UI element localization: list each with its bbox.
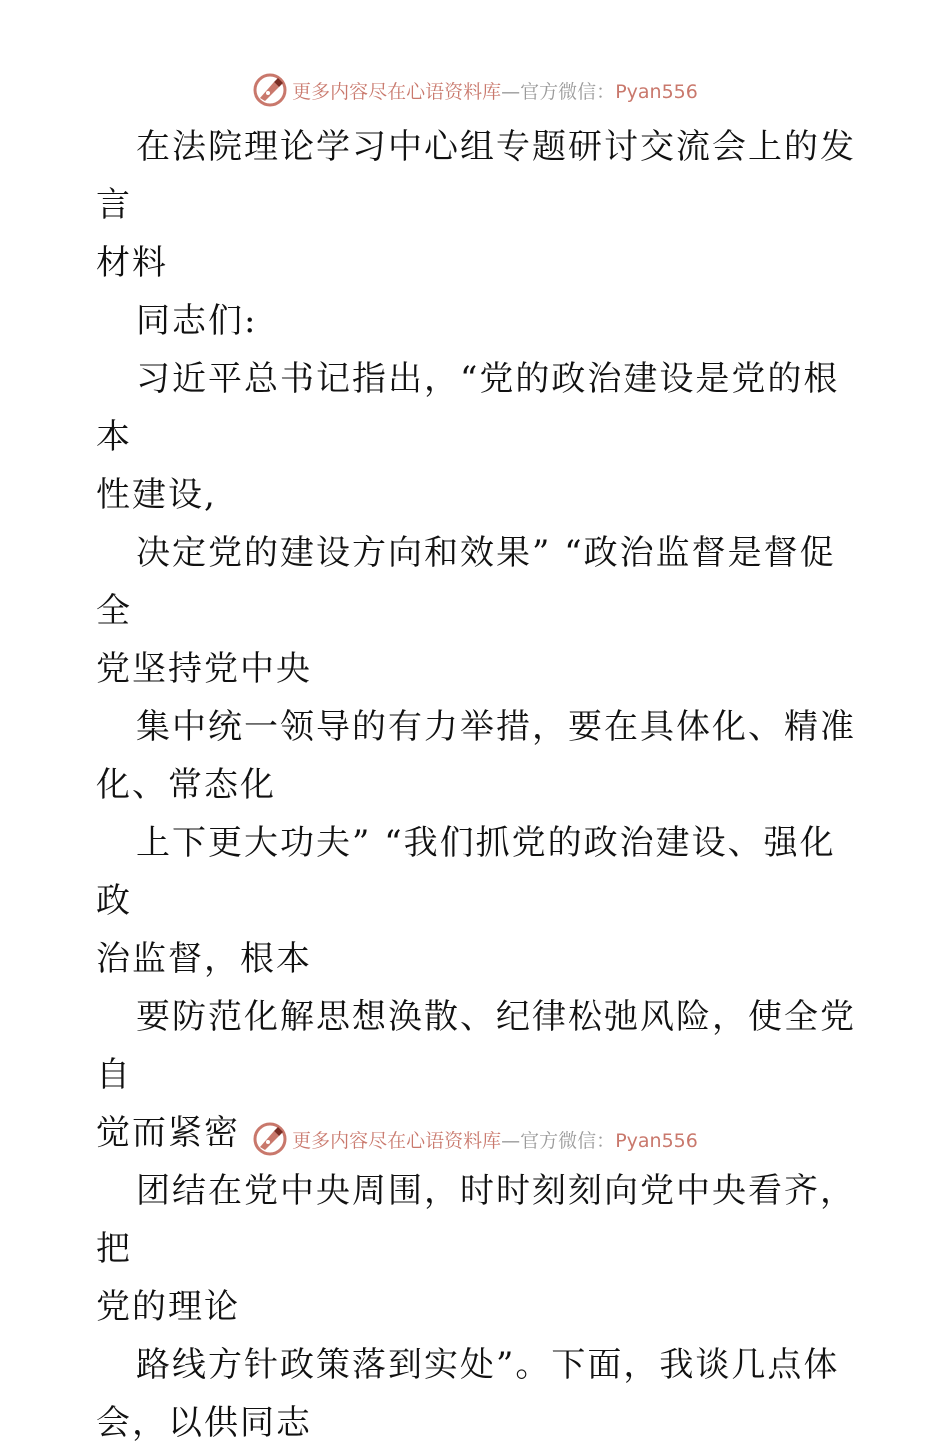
- banner-wechat-label: 官方微信：: [520, 1129, 616, 1152]
- banner-dash: —: [501, 80, 521, 103]
- paragraph-first-line: 习近平总书记指出，“党的政治建设是党的根本: [96, 359, 840, 457]
- paragraph-first-line: 在法院理论学习中心组专题研讨交流会上的发言: [96, 127, 856, 225]
- paragraph: [96, 524, 866, 698]
- paragraph-first-line: 决定党的建设方向和效果” “政治监督是督促全: [96, 533, 836, 631]
- paragraph: [96, 1336, 866, 1452]
- paragraph-first-line: 上下更大功夫” “我们抓党的政治建设、强化政: [96, 823, 836, 921]
- banner-text: [292, 1126, 698, 1153]
- paragraph-first-line: 团结在党中央周围，时时刻刻向党中央看齐，把: [96, 1171, 856, 1269]
- banner-wechat-label: 官方微信：: [520, 80, 616, 103]
- paragraph-wrapped-line: 治监督，根本: [96, 939, 312, 979]
- footer-watermark-banner: [0, 1117, 950, 1161]
- paragraph-wrapped-line: 党坚持党中央: [96, 649, 312, 689]
- paragraph-first-line: 同志们:: [136, 301, 258, 341]
- paragraph: [96, 698, 866, 814]
- paragraph-wrapped-line: 觉而紧密: [96, 1113, 240, 1153]
- pen-nib-logo-icon: [252, 72, 288, 108]
- paragraph: [96, 118, 866, 292]
- banner-site-name: 更多内容尽在心语资料库: [292, 1129, 502, 1152]
- paragraph-wrapped-line: 性建设,: [96, 475, 217, 515]
- banner-wechat-id: Pyan556: [615, 80, 698, 103]
- paragraph-wrapped-line: 会，以供同志: [96, 1403, 312, 1443]
- header-watermark-banner: [0, 68, 950, 112]
- banner-dash: —: [501, 1129, 521, 1152]
- pen-nib-logo-icon: [252, 1121, 288, 1157]
- banner-wechat-id: Pyan556: [615, 1129, 698, 1152]
- paragraph-wrapped-line: 材料: [96, 243, 168, 283]
- paragraph-wrapped-line: 党的理论: [96, 1287, 240, 1327]
- paragraph: [96, 292, 866, 350]
- document-body: [96, 118, 866, 1452]
- paragraph: [96, 814, 866, 988]
- paragraph-first-line: 集中统一领导的有力举措，要在具体化、精准: [136, 707, 856, 747]
- paragraph: [96, 350, 866, 524]
- paragraph-first-line: 要防范化解思想涣散、纪律松弛风险，使全党自: [96, 997, 856, 1095]
- paragraph-first-line: 路线方针政策落到实处”。下面，我谈几点体: [136, 1345, 840, 1385]
- paragraph-wrapped-line: 化、常态化: [96, 765, 276, 805]
- banner-text: [292, 77, 698, 104]
- paragraph: [96, 1162, 866, 1336]
- banner-site-name: 更多内容尽在心语资料库: [292, 80, 502, 103]
